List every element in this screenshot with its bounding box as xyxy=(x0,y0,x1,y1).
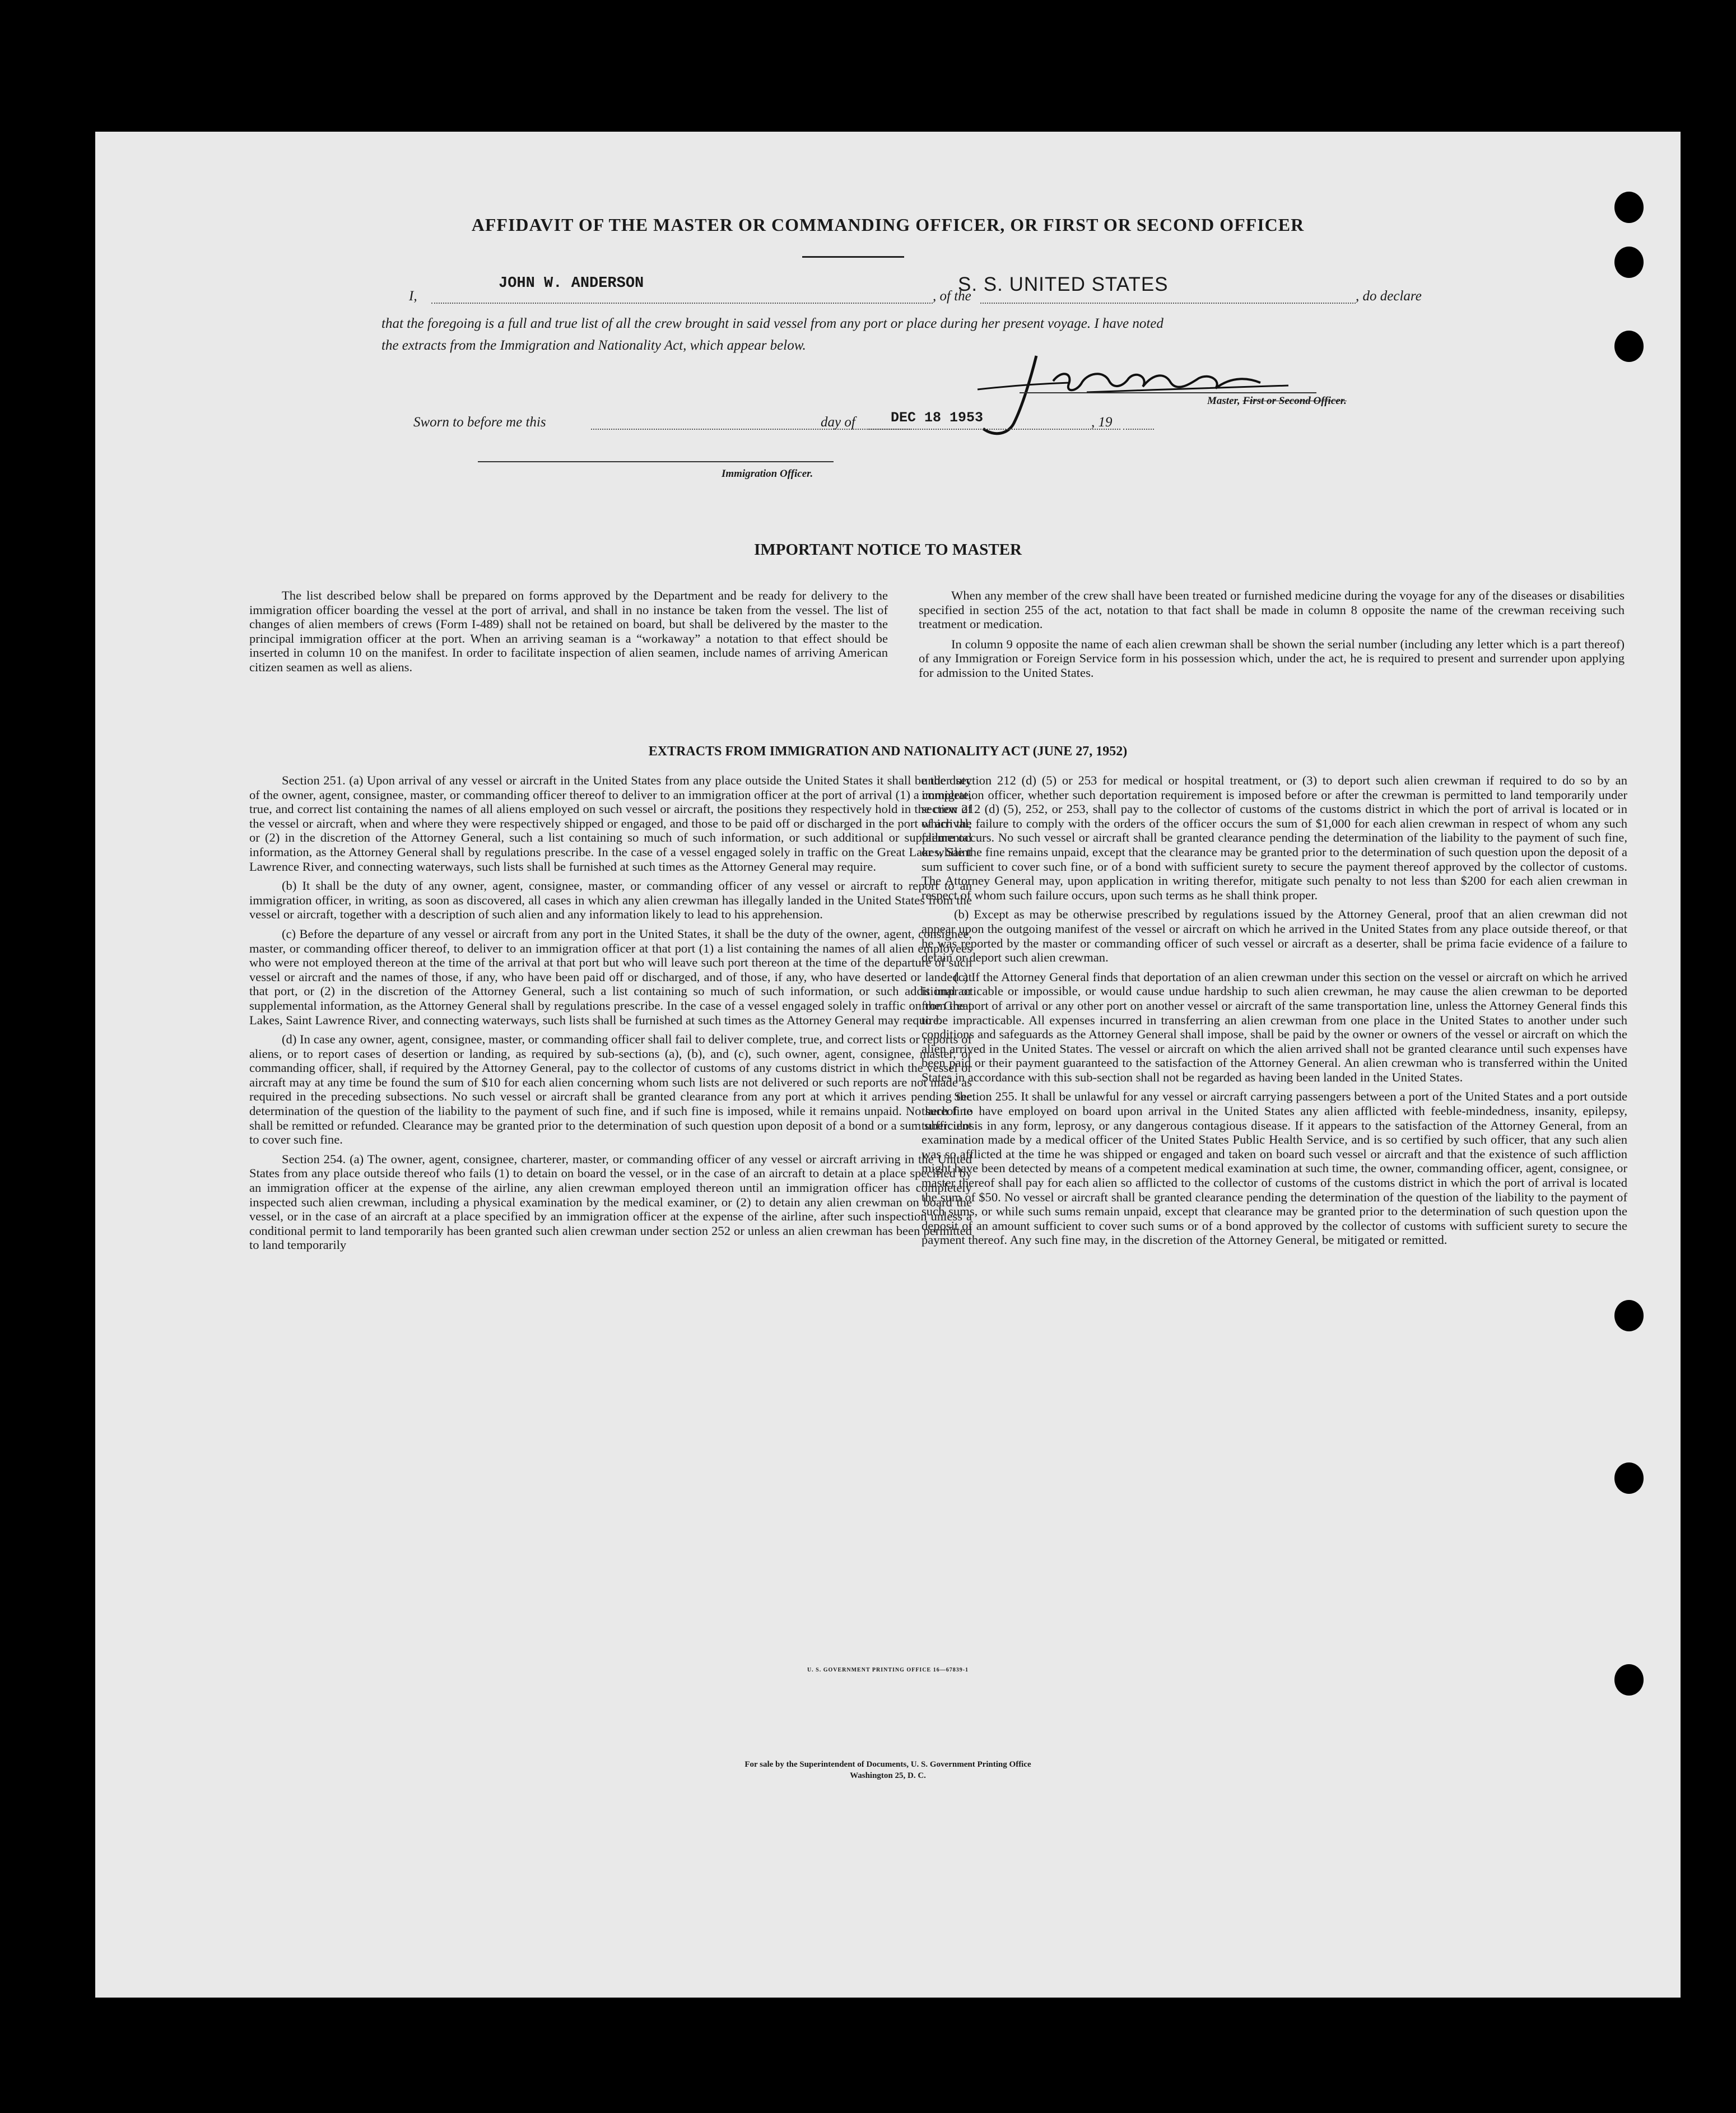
master-name: JOHN W. ANDERSON xyxy=(499,275,644,292)
vessel-name-line xyxy=(980,303,1356,304)
extract-paragraph: (d) In case any owner, agent, consignee, master, or commanding officer shall fail to deliver complete, true, and correct lists or reports of aliens, or to report cases of desertion or landing, as required by sub-sections (a), (b), and (c), such owner, agent, consignee, master, or commanding officer, shall, if required by the Attorney General, pay to the collector of customs of any customs district in which the vessel or aircraft may at any time be found the sum of $10 for each alien concerning whom such lists are not delivered or such reports are not made as required in the preceding subsections. No such vessel or aircraft shall be granted clearance from any port at which it arrives pending the determination of the question of the liability to the payment of such fine, and if such fine is imposed, while it remains unpaid. No such fine shall be remitted or refunded. Clearance may be granted prior to the determination of such question upon deposit of a bond or a sum sufficient to cover such fine. xyxy=(249,1032,972,1147)
master-role-label xyxy=(1207,395,1347,407)
notice-left-column xyxy=(249,588,888,675)
extracts-left-column xyxy=(249,773,972,1252)
form-page xyxy=(95,132,1681,1998)
notice-paragraph: The list described below shall be prepared on forms approved by the Department and be ready for delivery to the immigration officer boarding the vessel at the port of arrival, and shall in no instance be taken from the vessel. The list of changes of alien members of crews (Form I-489) shall not be retained on board, but shall be delivered by the master to the principal immigration officer at the port. When an arriving seaman is a “workaway” a notation to that effect should be inserted in column 10 on the manifest. In order to facilitate inspection of alien seamen, include names of arriving American citizen seamen as well as aliens. xyxy=(249,588,888,674)
vessel-name: S. S. UNITED STATES xyxy=(958,273,1169,295)
title-divider xyxy=(802,256,904,258)
extract-paragraph: under section 212 (d) (5) or 253 for medical or hospital treatment, or (3) to deport such alien crewman if required to do so by an immigration officer, whether such deportation requirement is imposed before or after the crewman is permitted to land temporarily under section 212 (d) (5), 252, or 253, shall pay to the collector of customs of the customs district in which the port of arrival is located or in which the failure to comply with the orders of the officer occurs the sum of $1,000 for each alien crewman in respect of whom any such failure occurs. No such vessel or aircraft shall be granted clearance pending the determination of the liability to the payment of such fine, or while the fine remains unpaid, except that the clearance may be granted prior to the determination of such question upon the deposit of a sum sufficient to cover such fine, or of a bond with sufficient surety to secure the payment thereof approved by the collector of customs. The Attorney General may, upon application in writing therefor, mitigate such penalty to not less than $200 for each alien crewman in respect of whom such failure occurs, upon such terms as he shall think proper. xyxy=(921,773,1627,902)
affidavit-title: AFFIDAVIT OF THE MASTER OR COMMANDING OFFICER, OR FIRST OR SECOND OFFICER xyxy=(471,215,1305,235)
struck-officer-label: First or Second Officer. xyxy=(1242,395,1347,407)
sale-line-1: For sale by the Superintendent of Documents, U. S. Government Printing Office xyxy=(744,1760,1031,1769)
binder-hole xyxy=(1614,1300,1644,1331)
notice-paragraph: When any member of the crew shall have been treated or furnished medicine during the voyage for any of the diseases or disabilities specified in section 255 of the act, notation to that fact shall be made in column 8 opposite the name of the crewman receiving such treatment or medication. xyxy=(919,588,1625,631)
extract-paragraph: (b) It shall be the duty of any owner, agent, consignee, master, or commanding officer of any vessel or aircraft to report to an immigration officer, in writing, as soon as discovered, all cases in which any alien crewman has illegally landed in the United States from the vessel or aircraft, together with a description of such alien and any information likely to lead to his apprehension. xyxy=(249,879,972,922)
notice-right-column xyxy=(919,588,1625,680)
sworn-day-line xyxy=(591,429,910,430)
immigration-officer-label: Immigration Officer. xyxy=(722,468,813,480)
extract-paragraph: Section 251. (a) Upon arrival of any vessel or aircraft in the United States from any place outside the United States it shall be the duty of the owner, agent, consignee, master, or commanding officer thereof to deliver to an immigration officer at the port of arrival (1) a complete, true, and correct list containing the names of all aliens employed on such vessel or aircraft, the positions they respectively hold in the crew of the vessel or aircraft, when and where they were respectively shipped or engaged, and those to be paid off or discharged in the port of arrival; or (2) in the discretion of the Attorney General, such a list containing so much of such information, or such additional or supplemental information, as the Attorney General shall by regulations prescribe. In the case of a vessel engaged solely in traffic on the Great Lakes, Saint Lawrence River, and connecting waterways, such lists shall be furnished at such times as the Attorney General may require. xyxy=(249,773,972,874)
binder-hole xyxy=(1614,1462,1644,1494)
notice-title: IMPORTANT NOTICE TO MASTER xyxy=(754,541,1022,559)
date-stamp: DEC 18 1953 xyxy=(891,410,984,426)
extract-paragraph: (c) If the Attorney General finds that deportation of an alien crewman under this section on the vessel or aircraft on which he arrived is impracticable or impossible, or would cause undue hardship to such alien crewman, he may cause the alien crewman to be deported from the port of arrival or any other port on another vessel or aircraft of the same transportation line, unless the Attorney General finds this to be impracticable. All expenses incurred in transferring an alien crewman from one place in the United States to another under such conditions and safeguards as the Attorney General shall impose, shall be paid by the owner or owners of the vessel or aircraft on which the alien arrived in the United States. The vessel or aircraft on which the alien arrived shall not be granted clearance until such expenses have been paid or their payment guaranteed to the satisfaction of the Attorney General. An alien crewman who is transferred within the United States in accordance with this sub-section shall not be regarded as having been landed in the United States. xyxy=(921,969,1627,1084)
year-label: , 19 xyxy=(1091,415,1113,430)
sale-line-2: Washington 25, D. C. xyxy=(850,1771,926,1780)
extract-paragraph: (b) Except as may be otherwise prescribed by regulations issued by the Attorney General, proof that an alien crewman did not appear upon the outgoing manifest of the vessel or aircraft on which he arrived in the United States from any place outside thereof, or that he was reported by the master or commanding officer of such vessel or aircraft as a deserter, shall be prima facie evidence of a failure to detain or deport such alien crewman. xyxy=(921,907,1627,965)
extract-paragraph: (c) Before the departure of any vessel or aircraft from any port in the United States, it shall be the duty of the owner, agent, consignee, master, or commanding officer thereof, to deliver to an immigration officer at that port (1) a list containing the names of all alien employees who were not employed thereon at the time of the arrival at that port but who will leave such port thereon at the time of the departure of such vessel or aircraft and the names of those, if any, who have been paid off or discharged, and of those, if any, who have deserted or landed at that port, or (2) in the discretion of the Attorney General, such a list containing so much of such information, or such additional or supplemental information, as the Attorney General shall by regulations prescribe. In the case of a vessel engaged solely in traffic on the Great Lakes, Saint Lawrence River, and connecting waterways, such lists shall be furnished at such times as the Attorney General may require. xyxy=(249,926,972,1027)
binder-hole xyxy=(1614,247,1644,278)
extracts-right-column xyxy=(921,773,1627,1247)
day-of-label: day of xyxy=(821,415,855,430)
declare-label: , do declare xyxy=(1356,289,1422,304)
sworn-year-line xyxy=(1123,429,1154,430)
binder-hole xyxy=(1614,331,1644,362)
sworn-label: Sworn to before me this xyxy=(413,415,546,430)
i-label: I, xyxy=(409,289,417,304)
master-signature-line xyxy=(1020,392,1316,393)
immigration-officer-signature-line xyxy=(478,461,834,462)
declaration-line-1: that the foregoing is a full and true list of all the crew brought in said vessel from any port or place during her present voyage. I have noted xyxy=(381,316,1163,331)
sworn-month-line xyxy=(868,429,1120,430)
printer-line: U. S. GOVERNMENT PRINTING OFFICE 16—67839-1 xyxy=(807,1667,969,1673)
extracts-title: EXTRACTS FROM IMMIGRATION AND NATIONALITY ACT (JUNE 27, 1952) xyxy=(648,744,1128,759)
master-label: Master, xyxy=(1207,395,1240,407)
extract-paragraph: Section 255. It shall be unlawful for any vessel or aircraft carrying passengers between a port of the United States and a port outside thereof to have employed on board upon arrival in the United States any alien afflicted with feeble-mindedness, insanity, epilepsy, tuberculosis in any form, leprosy, or any dangerous contagious disease. If it appears to the satisfaction of the Attorney General, from an examination made by a medical officer of the United States Public Health Service, and is so certified by such officer, that any such alien was so afflicted at the time he was shipped or engaged and taken on board such vessel or aircraft and that the existence of such affliction might have been detected by means of a competent medical examination at such time, the owner, commanding officer, agent, consignee, or master thereof shall pay for each alien so afflicted to the collector of customs of the customs district in which the port of arrival is located the sum of $50. No vessel or aircraft shall be granted clearance pending the determination of the question of the liability to the payment of such sums, or while such sums remain unpaid, except that clearance may be granted prior to the determination of such question upon the deposit of an amount sufficient to cover such sums or of a bond approved by the collector of customs with sufficient surety to secure the payment thereof. Any such fine may, in the discretion of the Attorney General, be mitigated or remitted. xyxy=(921,1089,1627,1247)
notice-paragraph: In column 9 opposite the name of each alien crewman shall be shown the serial number (including any letter which is a part thereof) of any Immigration or Foreign Service form in his possession which, under the act, he is required to present and surrender upon applying for admission to the United States. xyxy=(919,637,1625,680)
extract-paragraph: Section 254. (a) The owner, agent, consignee, charterer, master, or commanding officer of any vessel or aircraft arriving in the United States from any place outside thereof who fails (1) to detain on board the vessel, or in the case of an aircraft to detain at a place specified by an immigration officer at the expense of the airline, any alien crewman employed thereon until an immigration officer has completely inspected such alien crewman, including a physical examination by the medical examiner, or (2) to detain any alien crewman on board the vessel, or in the case of an aircraft at a place specified by an immigration officer at the expense of the airline, after such inspection unless a conditional permit to land temporarily has been granted such alien crewman under section 252 or unless an alien crewman has been permitted to land temporarily xyxy=(249,1151,972,1252)
master-name-line xyxy=(431,303,933,304)
declaration-line-2: the extracts from the Immigration and Nationality Act, which appear below. xyxy=(381,338,806,353)
of-the-label: , of the xyxy=(933,289,971,304)
